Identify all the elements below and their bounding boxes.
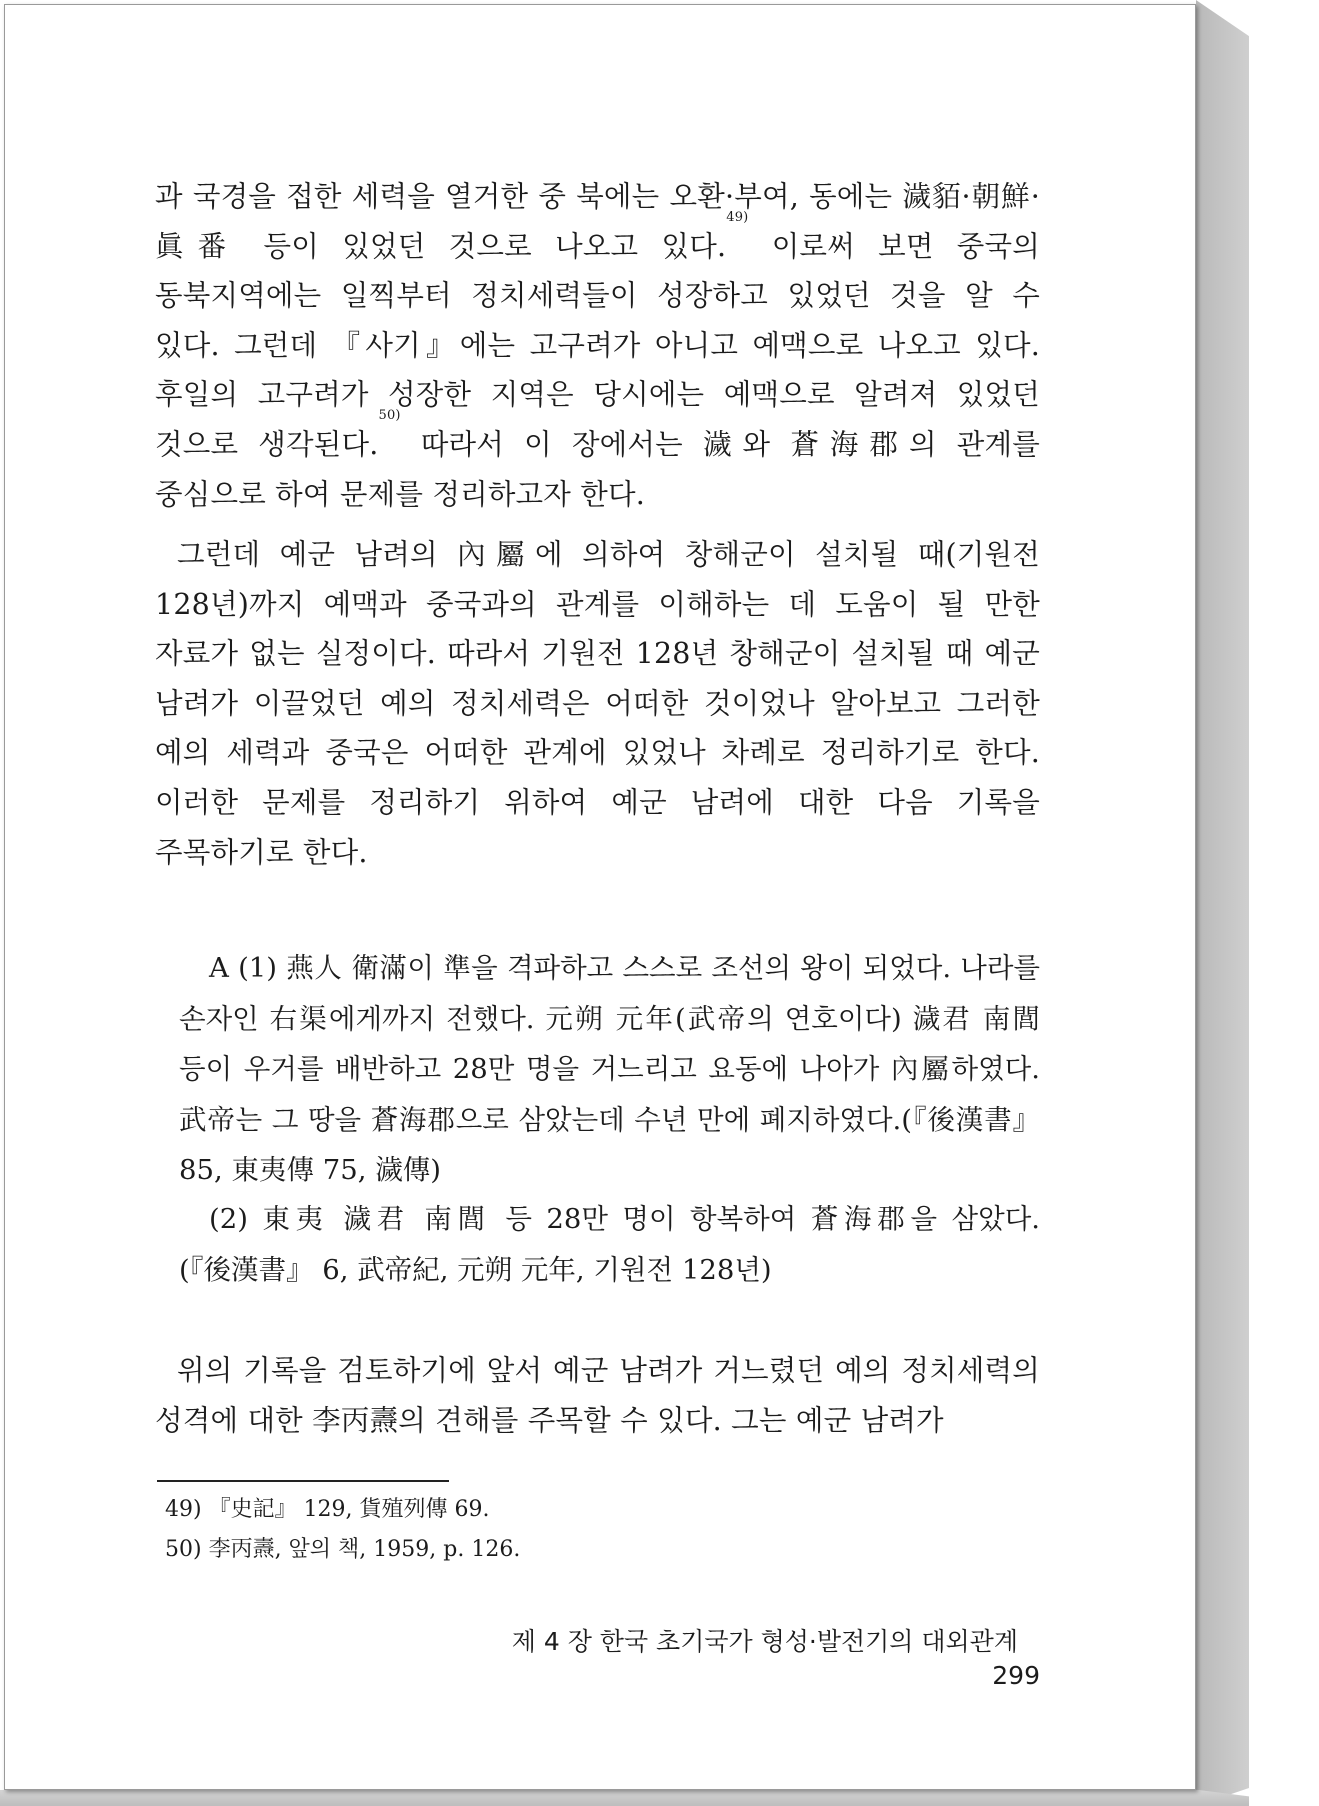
book-spine-edge [1196, 0, 1249, 1806]
paragraph-1-text-b: 이로써 보면 중국의 동북지역에는 일찍부터 정치세력들이 성장하고 있었던 것을 알 수 있다. 그런데 『사기』에는 고구려가 아니고 예맥으로 나오고 있다. 후일의 고구려가 성장한 지역은 당시에는 예맥으로 알려져 있었던 것으로 생각된다. [155, 229, 1040, 461]
paragraph-1-text-a: 과 국경을 접한 세력을 열거한 중 북에는 오환·부여, 동에는 濊貊·朝鮮·眞番 등이 있었던 것으로 나오고 있다. [155, 180, 1040, 263]
book-bottom-edge [0, 1790, 1249, 1806]
paragraph-1-text-c: 따라서 이 장에서는 濊와 蒼海郡의 관계를 중심으로 하여 문제를 정리하고자 한다. [155, 427, 1040, 511]
quote-record-a1: A (1) 燕人 衛滿이 準을 격파하고 스스로 조선의 왕이 되었다. 나라를 손자인 右渠에게까지 전했다. 元朔 元年(武帝의 연호이다) 濊君 南閭 등이 우거를 배반하고 28만 명을 거느리고 요동에 나아가 內屬하였다. 武帝는 그 땅을 蒼海郡으로 삼았는데 수년 만에 폐지하였다.(『後漢書』 85, 東夷傳 75, 濊傳) [179, 952, 1040, 1186]
footnote-ref-50: 50) [378, 407, 401, 423]
body-paragraph-3: 위의 기록을 검토하기에 앞서 예군 남려가 거느렸던 예의 정치세력의 성격에 대한 李丙燾의 견해를 주목할 수 있다. 그는 예군 남려가 [155, 1354, 1040, 1437]
page-number: 299 [992, 1661, 1040, 1690]
footnote-ref-49: 49) [726, 209, 749, 225]
book-page [4, 4, 1196, 1790]
body-paragraph-2: 그런데 예군 남려의 內屬에 의하여 창해군이 설치될 때(기원전 128년)까지 예맥과 중국과의 관계를 이해하는 데 도움이 될 만한 자료가 없는 실정이다. 따라서 기원전 128년 창해군이 설치될 때 예군 남려가 이끌었던 예의 정치세력은 어떠한 것이었나 알아보고 그러한 예의 세력과 중국은 어떠한 관계에 있었나 차례로 정리하기로 한다. 이러한 문제를 정리하기 위하여 예군 남려에 대한 다음 기록을 주목하기로 한다. [155, 538, 1040, 869]
footnote-50: 50) 李丙燾, 앞의 책, 1959, p. 126. [165, 1537, 521, 1562]
footnote-49: 49) 『史記』 129, 貨殖列傳 69. [165, 1497, 490, 1522]
footnote-divider [157, 1480, 449, 1482]
running-footer [485, 1625, 1040, 1693]
chapter-title: 제 4 장 한국 초기국가 형성·발전기의 대외관계 [511, 1627, 1018, 1656]
quote-record-a2: (2) 東夷 濊君 南閭 등 28만 명이 항복하여 蒼海郡을 삼았다.(『後漢書』 6, 武帝紀, 元朔 元年, 기원전 128년) [179, 1203, 1040, 1286]
body-paragraph-1 [155, 172, 1040, 519]
